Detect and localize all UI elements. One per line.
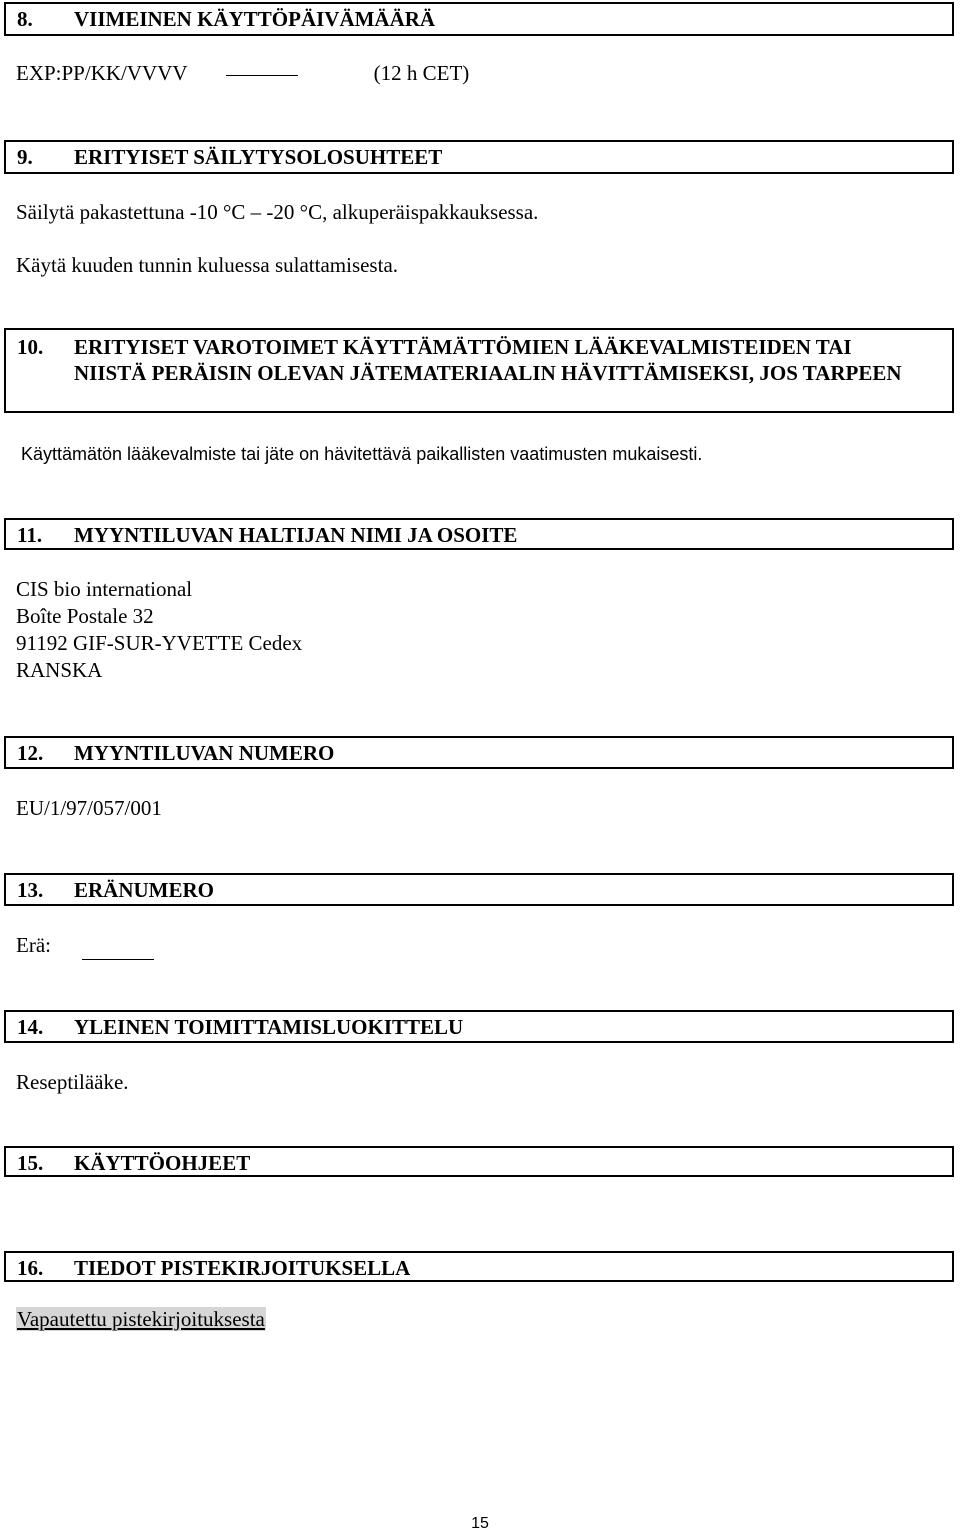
section-13-title: ERÄNUMERO (74, 878, 214, 902)
section-10-title: ERITYISET VAROTOIMET KÄYTTÄMÄTTÖMIEN LÄÄKEVALMISTEIDEN TAI NIISTÄ PERÄISIN OLEVAN JÄTEMATERIAALIN HÄVITTÄMISEKSI, JOS TARPEEN (74, 335, 902, 385)
page-number: 15 (471, 1515, 489, 1532)
section-8-header (4, 2, 954, 36)
holder-name: CIS bio international (16, 577, 193, 601)
section-10-number: 10. (17, 335, 44, 359)
section-11-number: 11. (17, 523, 43, 547)
holder-address-line-2: 91192 GIF-SUR-YVETTE Cedex (16, 631, 303, 655)
expiry-line (16, 60, 469, 87)
lot-line (16, 932, 154, 960)
section-8-title: VIIMEINEN KÄYTTÖPÄIVÄMÄÄRÄ (74, 7, 436, 31)
lot-number-blank (82, 958, 154, 960)
braille-line (16, 1306, 266, 1333)
section-15-number: 15. (17, 1151, 44, 1175)
section-12-title: MYYNTILUVAN NUMERO (74, 741, 335, 765)
section-15-header (4, 1146, 954, 1177)
section-14-header (4, 1010, 954, 1043)
section-12-number: 12. (17, 741, 44, 765)
section-13-header (4, 873, 954, 906)
section-11-header (4, 518, 954, 550)
section-10-header (4, 328, 954, 413)
section-11-title: MYYNTILUVAN HALTIJAN NIMI JA OSOITE (74, 523, 518, 547)
classification-text: Reseptilääke. (16, 1070, 129, 1094)
section-9-header (4, 140, 954, 174)
expiry-format-label: EXP:PP/KK/VVVV (16, 61, 188, 85)
storage-line-2: Käytä kuuden tunnin kuluessa sulattamisesta. (16, 253, 399, 277)
authorisation-number: EU/1/97/057/001 (16, 796, 162, 820)
section-16-title: TIEDOT PISTEKIRJOITUKSELLA (74, 1256, 411, 1280)
section-15-title: KÄYTTÖOHJEET (74, 1151, 251, 1175)
section-9-title: ERITYISET SÄILYTYSOLOSUHTEET (74, 145, 443, 169)
expiry-time-note: (12 h CET) (373, 61, 470, 85)
holder-address-line-1: Boîte Postale 32 (16, 604, 154, 628)
section-8-number: 8. (17, 7, 33, 31)
section-9-number: 9. (17, 145, 33, 169)
storage-line-1: Säilytä pakastettuna -10 °C – -20 °C, alkuperäispakkauksessa. (16, 200, 539, 224)
section-16-header (4, 1251, 954, 1282)
expiry-date-blank (226, 74, 298, 76)
disposal-text: Käyttämätön lääkevalmiste tai jäte on hävitettävä paikallisten vaatimusten mukaisesti. (21, 444, 703, 464)
section-14-title: YLEINEN TOIMITTAMISLUOKITTELU (74, 1015, 464, 1039)
lot-label: Erä: (16, 933, 51, 957)
section-14-number: 14. (17, 1015, 44, 1039)
braille-exempt-text: Vapautettu pistekirjoituksesta (17, 1307, 265, 1331)
section-13-number: 13. (17, 878, 44, 902)
section-16-number: 16. (17, 1256, 44, 1280)
holder-country: RANSKA (16, 658, 103, 682)
section-12-header (4, 736, 954, 769)
